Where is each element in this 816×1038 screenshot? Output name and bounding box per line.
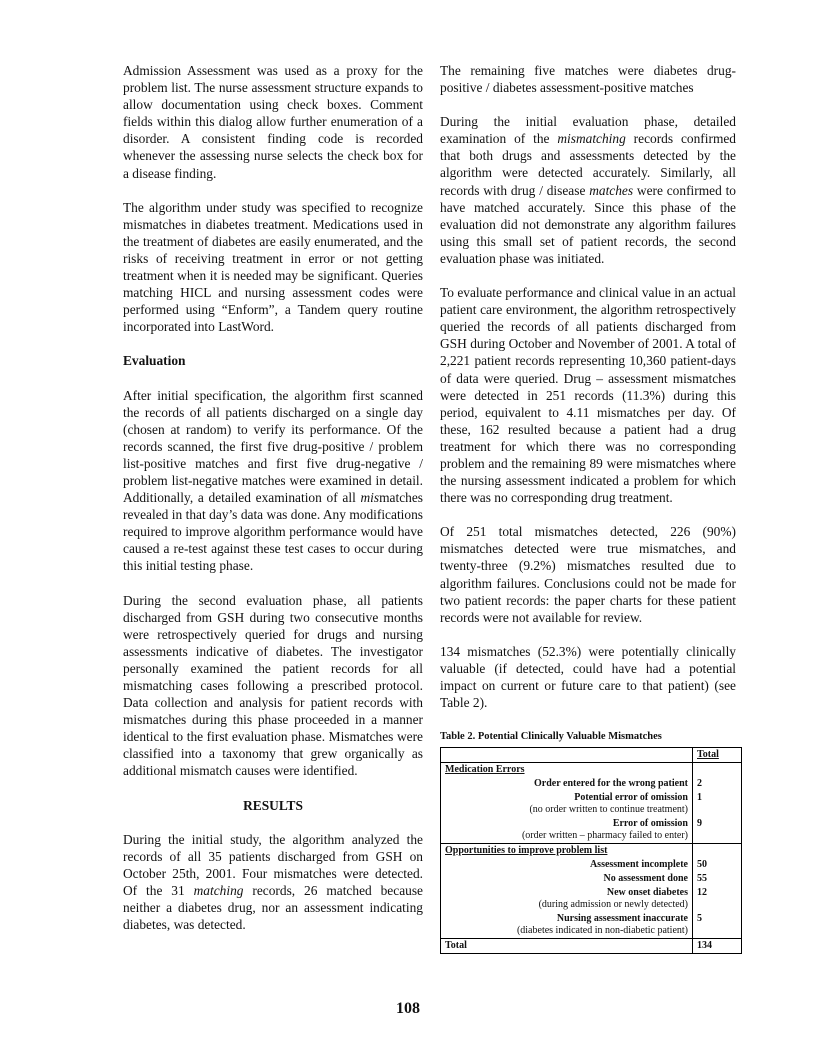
right-column <box>440 62 736 954</box>
table-header-total: Total <box>693 748 742 763</box>
page-number: 108 <box>396 1000 420 1017</box>
table-row-label: Order entered for the wrong patient <box>441 777 693 791</box>
text-run: records, 26 matched because neither a diabetes drug, nor an assessment indicating diabetes, was detected. <box>123 882 423 933</box>
emphasis: mis <box>360 490 380 506</box>
table-row <box>441 872 742 886</box>
table-row-value: 55 <box>693 872 742 886</box>
paragraph <box>123 831 423 934</box>
label-text: New onset diabetes <box>606 887 688 899</box>
table-total-label: Total <box>441 939 693 954</box>
table-cell <box>693 844 742 859</box>
table-row-value: 1 <box>693 791 742 817</box>
paragraph <box>123 387 423 575</box>
row-note: (order written – pharmacy failed to enter) <box>521 830 688 842</box>
table-row-label <box>441 912 693 939</box>
table-row-value: 12 <box>693 886 742 912</box>
table-section-medication: Medication Errors <box>441 763 693 778</box>
text-run: records confirmed that both drugs and assessments detected by the algorithm were detected accurately. Similarly, all records with drug / disease <box>440 131 736 198</box>
table-row <box>441 791 742 817</box>
paragraph: 134 mismatches (52.3%) were potentially clinically valuable (if detected, could have had a potential impact on current or future care to that patient) (see Table 2). <box>440 643 736 711</box>
table-cell <box>693 763 742 778</box>
table-caption: Table 2. Potential Clinically Valuable Mismatches <box>440 731 662 743</box>
paragraph: Admission Assessment was used as a proxy for the problem list. The nurse assessment structure expands to allow documentation using check boxes. Comment fields within this dialog allow further enumeration of a disorder. A consistent finding code is recorded whenever the assessing nurse selects the check box for a disease finding. <box>123 63 423 181</box>
text-run: After initial specification, the algorithm first scanned the records of all patients discharged on a single day (chosen at random) to verify its performance. Of the records scanned, the first five drug-positive / problem list-positive matches and first five drug-negative / problem list-negative matches were examined in detail. Additionally, a detailed examination of all <box>123 387 423 506</box>
paragraph: The remaining five matches were diabetes drug-positive / diabetes assessment-positive matches <box>440 63 736 96</box>
emphasis: matching <box>193 882 244 898</box>
section-heading-results: RESULTS <box>243 797 303 813</box>
table-row <box>441 777 742 791</box>
table-row-value: 5 <box>693 912 742 939</box>
text-run: During the initial evaluation phase, detailed examination of the <box>440 114 736 147</box>
emphasis: mismatching <box>557 131 626 147</box>
paragraph: During the second evaluation phase, all patients discharged from GSH during two consecutive months were retrospectively queried for drugs and nursing assessments indicative of diabetes. The investigator personally examined the patient records for all mismatching cases following a prescribed protocol. Data collection and analysis for patient records with mismatches during this phase proceeded in a manner identical to the first evaluation phase. Mismatches were classified into a taxonomy that grew organically as additional mismatch causes were identified. <box>123 592 423 779</box>
text-run: During the initial study, the algorithm analyzed the records of all 35 patients discharged from GSH on October 25th, 2001. Four mismatches were detected. Of the 31 <box>123 831 423 898</box>
paragraph: To evaluate performance and clinical value in an actual patient care environment, the algorithm retrospectively queried the records of all patients discharged from GSH during October and November of 2001. A total of 2,221 patient records representing 10,360 patient-days of data were queried. Drug – assessment mismatches were detected in 251 records (11.3%) during this period, equivalent to 4.11 mismatches per day. Of these, 162 resulted because a patient had a drug treatment for which there was no corresponding problem and the remaining 89 were mismatches where the nursing assessment indicated a problem for which there was no corresponding drug treatment. <box>440 285 736 506</box>
table-row-label <box>441 817 693 844</box>
row-note: (diabetes indicated in non-diabetic patient) <box>516 925 688 937</box>
table-row <box>441 912 742 939</box>
table-row <box>441 858 742 872</box>
table-header-row <box>441 748 742 763</box>
table-row-label <box>441 791 693 817</box>
paragraph <box>440 113 736 267</box>
table-total-row <box>441 939 742 954</box>
table-section-row <box>441 844 742 859</box>
table-section-row <box>441 763 742 778</box>
label-text: Nursing assessment inaccurate <box>556 913 688 925</box>
table-row-label: No assessment done <box>441 872 693 886</box>
table-section-problem-list: Opportunities to improve problem list <box>441 844 693 859</box>
label-text: Potential error of omission <box>574 792 688 804</box>
table-row-value: 9 <box>693 817 742 844</box>
label-text: Error of omission <box>612 818 688 830</box>
section-heading-evaluation: Evaluation <box>123 353 186 369</box>
left-column <box>123 62 423 950</box>
emphasis: matches <box>589 182 634 198</box>
mismatch-table <box>440 747 742 954</box>
table-row-label <box>441 886 693 912</box>
table-row <box>441 886 742 912</box>
paragraph: Of 251 total mismatches detected, 226 (90%) mismatches detected were true mismatches, and twenty-three (9.2%) mismatches resulted due to algorithm failures. Conclusions could not be made for two patient records: the paper charts for these patient records were not available for review. <box>440 524 736 625</box>
table-row-value: 2 <box>693 777 742 791</box>
table-total-value: 134 <box>693 939 742 954</box>
paragraph: The algorithm under study was specified to recognize mismatches in diabetes treatment. Medications used in the treatment of diabetes are easily enumerated, and the risks of receiving treatment in error or not getting treatment when it is needed may be significant. Queries matching HICL and nursing assessment codes were performed using “Enform”, a Tandem query routine incorporated into LastWord. <box>123 199 423 335</box>
table-row-value: 50 <box>693 858 742 872</box>
text-run: were confirmed to have matched accurately. Since this phase of the evaluation did not demonstrate any algorithm failures using this small set of patient records, the second evaluation phase was initiated. <box>440 182 736 266</box>
table-row <box>441 817 742 844</box>
text-run: matches revealed in that day’s data was done. Any modifications required to improve algorithm performance would have caused a re-test against these test cases to occur during this initial testing phase. <box>123 490 423 574</box>
row-note: (during admission or newly detected) <box>538 899 688 911</box>
table-row-label: Assessment incomplete <box>441 858 693 872</box>
table-header-label <box>441 748 693 763</box>
row-note: (no order written to continue treatment) <box>529 804 688 816</box>
